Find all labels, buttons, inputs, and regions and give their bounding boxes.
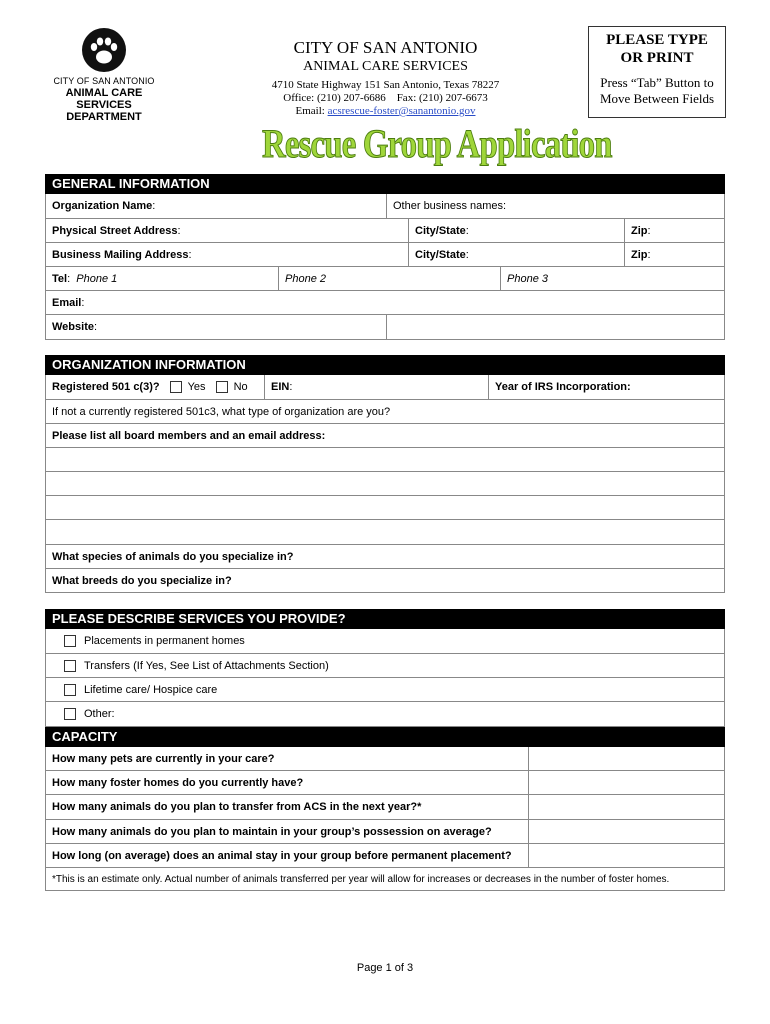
capacity-question: How many foster homes do you currently have? [52,776,304,789]
dept-line-1: CITY OF SAN ANTONIO [53,76,155,86]
ein-field[interactable]: EIN : [264,375,488,399]
mailing-city-state-field[interactable]: City/State : [408,243,624,266]
capacity-answer-field[interactable] [528,771,725,794]
website-extra-field[interactable] [386,315,725,339]
service-label: Transfers (If Yes, See List of Attachments Section) [84,659,329,672]
service-item [58,629,245,653]
service-row [45,629,725,654]
page-number: Page 1 of 3 [356,962,414,974]
service-label: Lifetime care/ Hospice care [84,683,218,696]
phone1-placeholder: Phone 1 [76,272,118,285]
registered-label: Registered 501 c(3)? [52,381,160,393]
capacity-question: How long (on average) does an animal stay in your group before permanent placement? [52,849,512,862]
department-logo-text [44,75,164,123]
irs-year-label: Year of IRS Incorporation: [495,381,631,393]
board-line[interactable] [45,520,725,545]
service-checkbox[interactable] [64,660,76,672]
tel-row [45,267,725,291]
city-state-label: City/State [415,224,466,237]
email-field[interactable]: Email : [52,296,85,309]
mailing-zip-label: Zip [631,248,648,261]
registered-row [45,375,725,400]
city-subtitle: ANIMAL CARE SERVICES [303,59,468,74]
office-phone: Office: (210) 207-6686 [283,92,386,104]
other-names-field[interactable] [386,194,506,218]
service-row [45,702,725,727]
capacity-answer-field[interactable] [528,844,725,867]
phone2-placeholder: Phone 2 [285,272,326,285]
email-label: Email: [295,105,325,117]
website-row [45,315,725,340]
board-line[interactable] [45,448,725,472]
capacity-question: How many animals do you plan to transfer from ACS in the next year?* [52,801,422,813]
board-row [45,424,725,448]
street-label: Physical Street Address [52,224,178,237]
capacity-heading: CAPACITY [45,727,725,747]
fax-number: Fax: (210) 207-6673 [396,92,488,104]
service-label: Placements in permanent homes [84,635,245,647]
tab-note-1: Press “Tab” Button to [600,75,714,90]
capacity-answer-field[interactable] [528,820,725,843]
org-name-label: Organization Name [52,200,153,212]
email-link[interactable]: acsrescue-foster@sanantonio.gov [327,105,476,117]
board-line[interactable] [45,496,725,520]
mailing-label: Business Mailing Address [52,248,189,261]
service-item [58,678,217,701]
yes-checkbox[interactable] [170,381,182,393]
org-info-heading: ORGANIZATION INFORMATION [45,355,725,375]
phone-fax-line [238,92,533,105]
capacity-row [45,820,725,844]
capacity-question: How many animals do you plan to maintain in your group’s possession on average? [52,825,492,838]
capacity-answer-field[interactable] [528,747,725,770]
street-field[interactable]: Physical Street Address : [52,224,181,237]
paw-logo-icon [79,27,129,73]
phone2-field[interactable] [278,267,500,290]
species-label: What species of animals do you specialize in? [52,550,294,563]
street-row [45,219,725,243]
mailing-field[interactable]: Business Mailing Address : [52,248,192,261]
phone1-field[interactable]: Tel : Phone 1 [52,272,118,285]
capacity-answer-field[interactable] [528,795,725,819]
yes-label: Yes [187,381,206,393]
service-item [58,702,115,726]
not-501-row[interactable] [45,400,725,424]
breeds-row[interactable] [45,569,725,593]
capacity-note-row [45,868,725,891]
board-label: Please list all board members and an email address: [52,429,326,442]
no-checkbox[interactable] [216,381,228,393]
city-title: CITY OF SAN ANTONIO [293,38,478,57]
service-checkbox[interactable] [64,684,76,696]
mailing-row [45,243,725,267]
ein-label: EIN [271,381,290,393]
dept-line-2: ANIMAL CARE SERVICES [65,87,143,111]
services-heading: PLEASE DESCRIBE SERVICES YOU PROVIDE? [45,609,725,629]
dept-line-3: DEPARTMENT [66,111,142,123]
no-label: No [233,381,248,393]
form-title: Rescue Group Application [262,121,612,166]
address: 4710 State Highway 151 San Antonio, Texas 78227 [271,79,500,91]
service-row [45,654,725,678]
service-row [45,678,725,702]
website-label: Website [52,321,94,333]
irs-year-field[interactable] [488,375,631,399]
org-name-field[interactable]: Organization Name : [52,200,156,212]
tel-label: Tel [52,272,68,285]
registered-group [46,375,264,399]
phone3-field[interactable] [500,267,548,290]
email-field-label: Email [52,296,82,309]
phone3-placeholder: Phone 3 [507,272,548,285]
capacity-row [45,771,725,795]
capacity-row [45,747,725,771]
or-print: OR PRINT [620,50,694,66]
zip-label: Zip [631,224,648,237]
please-type-box [588,26,726,118]
mailing-city-state-label: City/State [415,248,466,261]
other-names-label: Other business names: [393,200,507,212]
service-checkbox[interactable] [64,708,76,720]
mailing-zip-field[interactable]: Zip : [624,243,651,266]
breeds-label: What breeds do you specialize in? [52,574,232,587]
service-checkbox[interactable] [64,635,76,647]
email-row [45,291,725,315]
board-line[interactable] [45,472,725,496]
service-label: Other: [84,708,115,720]
capacity-row [45,844,725,868]
please-type: PLEASE TYPE [606,32,708,48]
tab-note-2: Move Between Fields [599,91,715,106]
species-row[interactable] [45,545,725,569]
general-info-heading: GENERAL INFORMATION [45,174,725,194]
not-501-label: If not a currently registered 501c3, what type of organization are you? [52,405,391,418]
capacity-question: How many pets are currently in your care? [52,752,275,765]
email-line [238,105,533,118]
city-header [238,38,533,118]
capacity-row [45,795,725,820]
city-state-field[interactable]: City/State : [408,219,624,242]
website-field[interactable]: Website : [52,321,98,333]
org-name-row [45,194,725,219]
zip-field[interactable]: Zip : [624,219,651,242]
service-item [58,654,329,677]
capacity-note: *This is an estimate only. Actual number of animals transferred per year will allow for increases or decreases in the number of foster homes. [52,873,670,885]
